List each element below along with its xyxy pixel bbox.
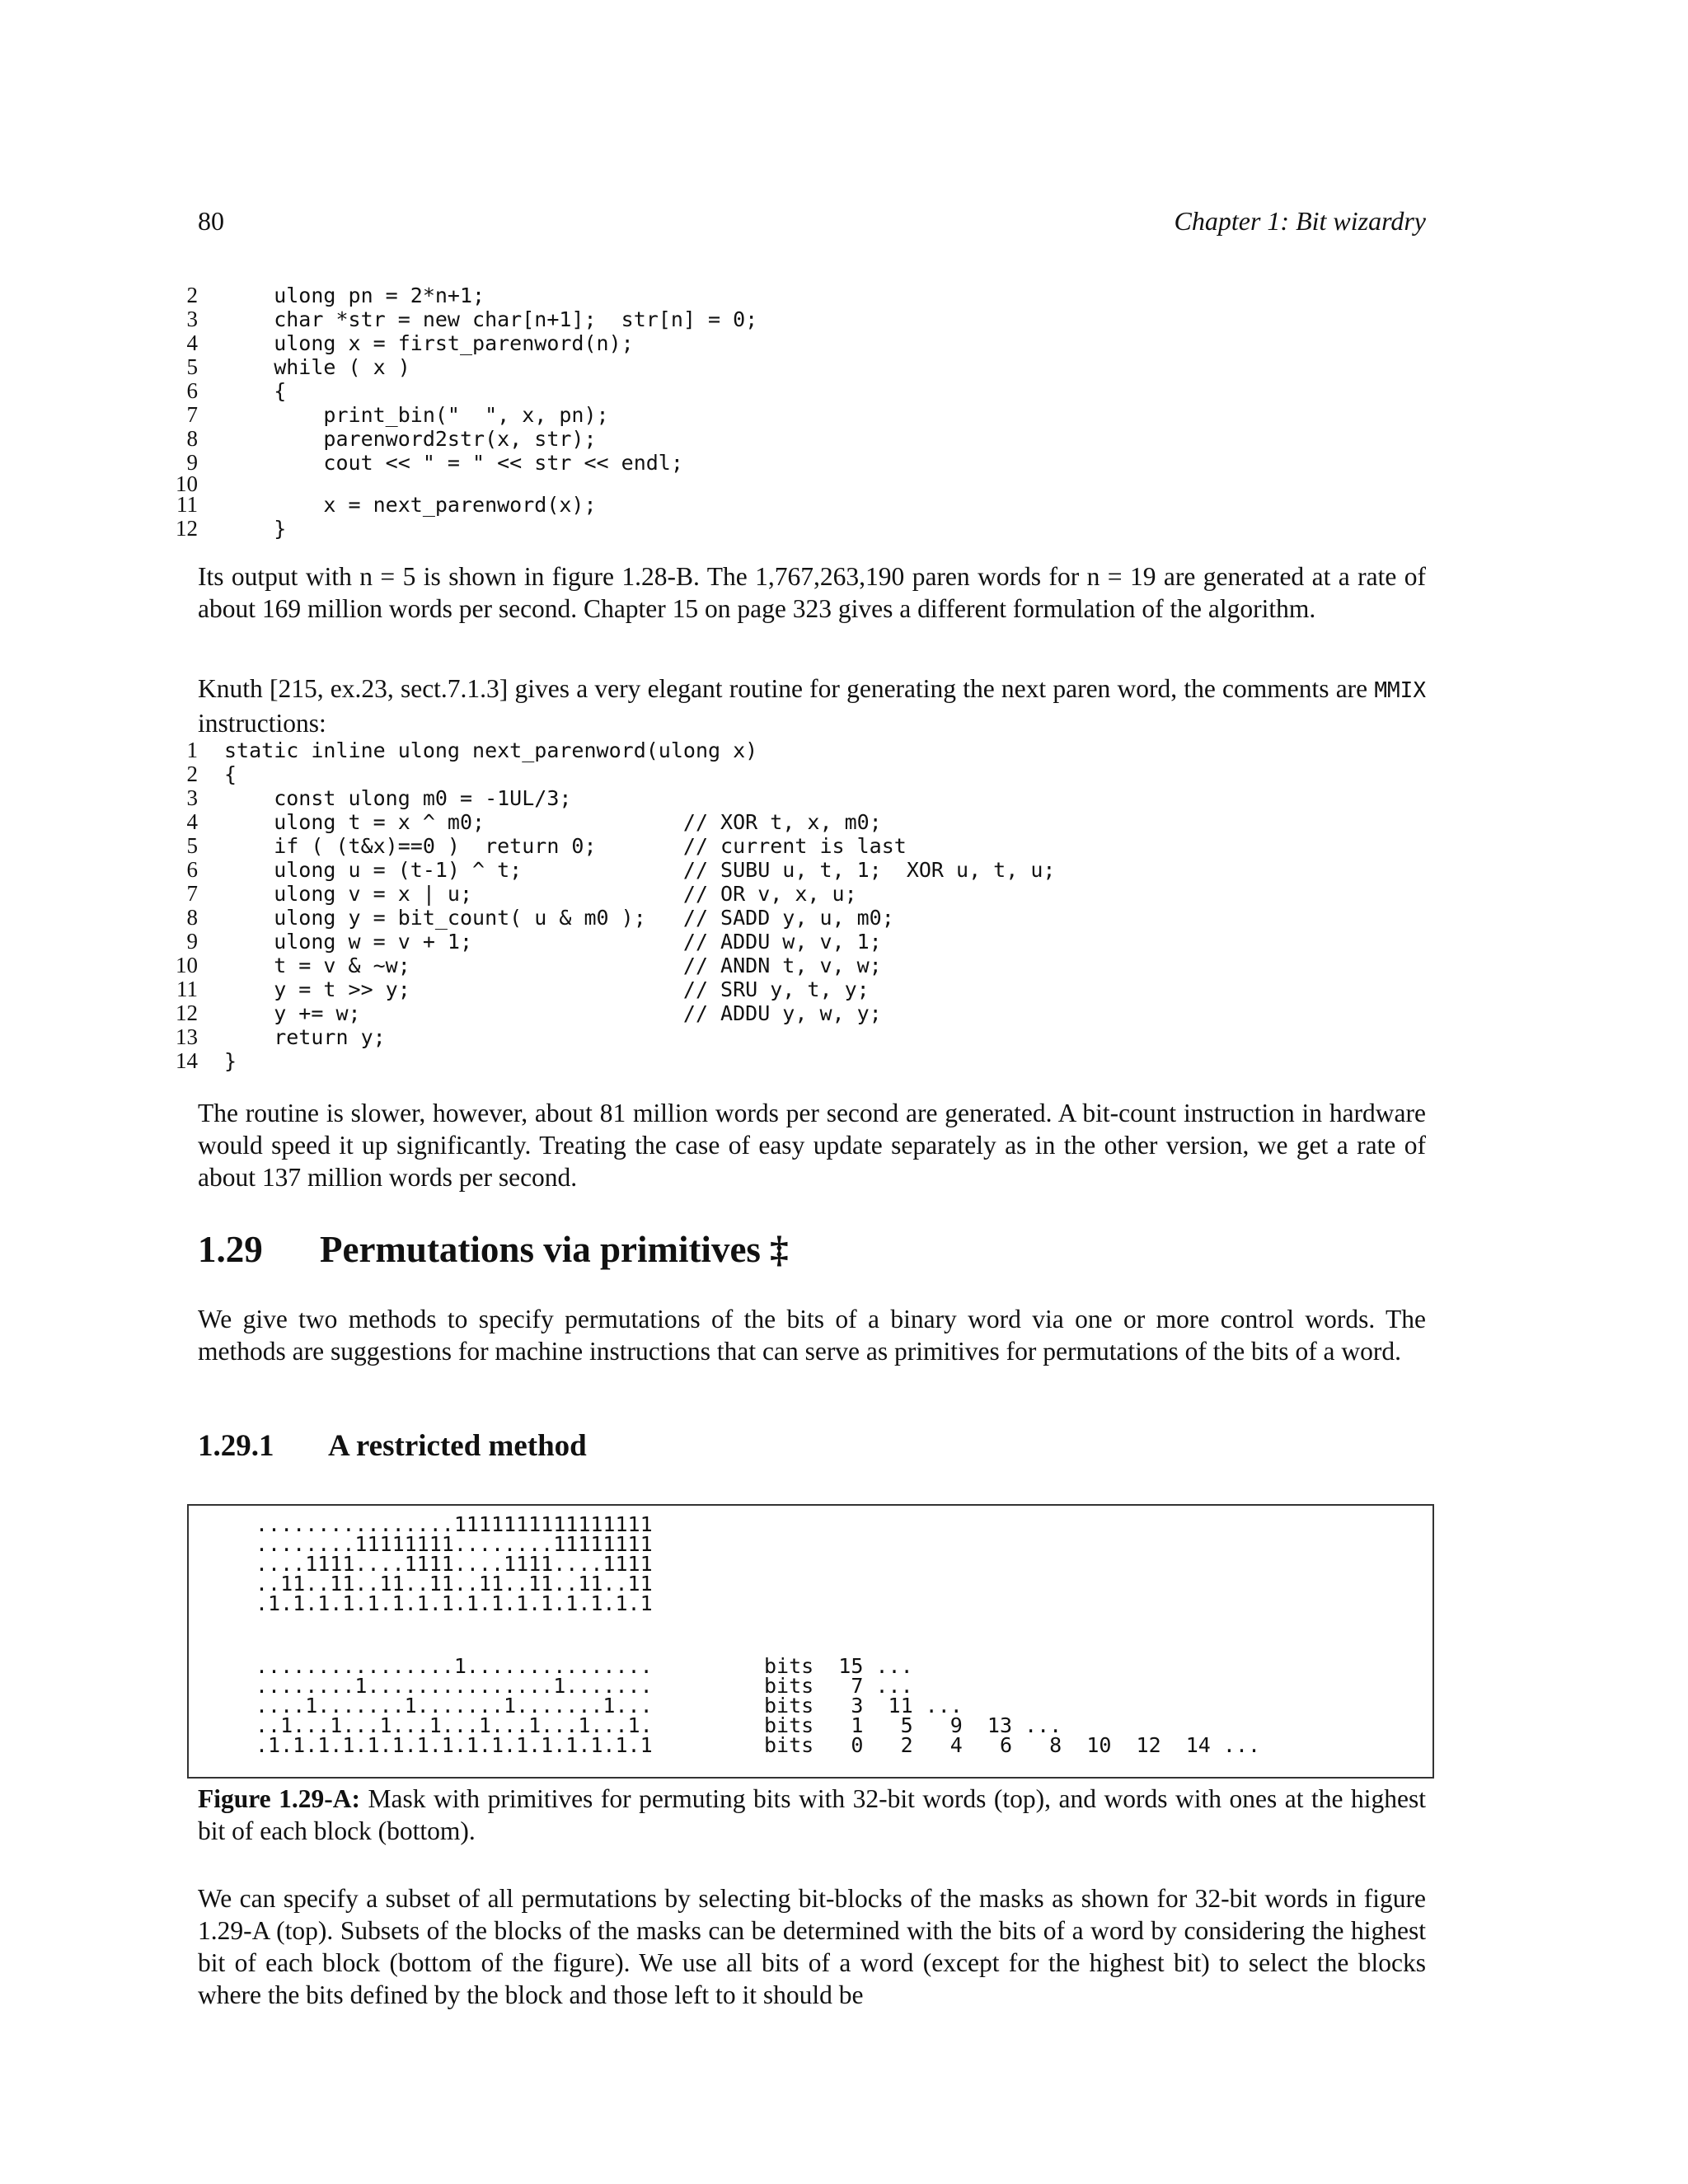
code-line [175,379,1411,403]
line-number: 12 [176,1001,198,1025]
code-text: const ulong m0 = -1UL/3; [224,786,572,810]
mask-row: .1.1.1.1.1.1.1.1.1.1.1.1.1.1.1.1 [256,1591,653,1615]
code-line [175,954,1411,977]
code-line [175,1001,1411,1025]
mask-row: ..11..11..11..11..11..11..11..11 [256,1572,653,1596]
code-text: { [224,762,237,786]
line-number: 11 [176,492,198,517]
section-number: 1.29 [198,1229,263,1270]
bits-label: bits 1 5 9 13 ... [764,1713,1062,1737]
code-line [175,307,1411,331]
line-number: 1 [186,738,198,762]
subsection-heading [198,1428,587,1464]
code-text: y += w; // ADDU y, w, y; [224,1001,882,1025]
line-number: 3 [186,307,198,331]
code-line [175,858,1411,882]
code-text: ulong t = x ^ m0; // XOR t, x, m0; [224,810,882,834]
code-text: if ( (t&x)==0 ) return 0; // current is last [224,834,907,858]
code-line [175,493,1411,517]
code-line [175,762,1411,786]
code-text: ulong w = v + 1; // ADDU w, v, 1; [224,930,882,954]
mask-row: .1.1.1.1.1.1.1.1.1.1.1.1.1.1.1.1 [256,1733,653,1757]
line-number: 9 [186,450,198,475]
code-listing-2 [175,738,1411,1073]
code-text: } [224,1049,237,1073]
code-line [175,977,1411,1001]
code-line [175,451,1411,475]
paragraph-knuth [198,673,1426,739]
code-text: t = v & ~w; // ANDN t, v, w; [224,954,882,977]
code-line [175,403,1411,427]
code-line [175,284,1411,307]
code-line [175,834,1411,858]
code-line [175,738,1411,762]
mask-row: ........11111111........11111111 [256,1532,653,1556]
caption-label: Figure 1.29-A: [198,1784,361,1813]
paragraph-intro: We give two methods to specify permutations of the bits of a binary word via one or more control words. The methods are suggestions for machine instructions that can serve as primitives for permutations of the bits of a word. [198,1305,1426,1366]
code-text: ulong pn = 2*n+1; [224,284,485,307]
code-text: cout << " = " << str << endl; [224,451,683,475]
code-text: while ( x ) [224,355,410,379]
bits-label: bits 7 ... [764,1674,913,1698]
bits-label: bits 3 11 ... [764,1694,963,1718]
line-number: 11 [176,977,198,1001]
code-text: char *str = new char[n+1]; str[n] = 0; [224,307,758,331]
code-line [175,517,1411,541]
figure-caption [198,1783,1426,1847]
line-number: 3 [186,785,198,810]
line-number: 2 [186,762,198,786]
subsection-title: A restricted method [328,1429,587,1463]
code-line [175,786,1411,810]
code-line [175,882,1411,906]
section-title: Permutations via primitives ‡ [320,1229,789,1270]
bits-label: bits 15 ... [764,1654,913,1678]
paragraph-routine-speed: The routine is slower, however, about 81 million words per second are generated. A bit-count instruction in hardware would speed it up significantly. Treating the case of easy update separately as in the other version, we get a rate of about 137 million words per second. [198,1099,1426,1192]
code-text: x = next_parenword(x); [224,493,597,517]
mask-row: ................1111111111111111 [256,1512,653,1536]
line-number: 4 [186,330,198,355]
caption-text: Mask with primitives for permuting bits with 32-bit words (top), and words with ones at the highest bit of each block (bottom). [198,1784,1426,1845]
code-text: } [224,517,287,541]
line-number: 10 [176,953,198,977]
paragraph-text: instructions: [198,709,326,738]
line-number: 5 [186,833,198,858]
mask-row: ....1111....1111....1111....1111 [256,1552,653,1576]
code-text: static inline ulong next_parenword(ulong x) [224,738,758,762]
line-number: 8 [186,905,198,930]
line-number: 14 [176,1048,198,1073]
line-number: 6 [186,857,198,882]
code-text: ulong x = first_parenword(n); [224,331,634,355]
running-head: Chapter 1: Bit wizardry [1174,206,1426,236]
code-text: ulong y = bit_count( u & m0 ); // SADD y, u, m0; [224,906,894,930]
line-number: 9 [186,929,198,954]
code-line [175,331,1411,355]
code-line [175,930,1411,954]
code-text: return y; [224,1025,386,1049]
section-heading [198,1228,789,1271]
line-number: 10 [176,471,198,496]
code-line [175,427,1411,451]
code-text: ulong v = x | u; // OR v, x, u; [224,882,857,906]
subsection-number: 1.29.1 [198,1429,274,1463]
code-text: y = t >> y; // SRU y, t, y; [224,977,870,1001]
mono-text: MMIX [1374,678,1426,703]
line-number: 5 [186,354,198,379]
line-number: 7 [186,402,198,427]
line-number: 7 [186,881,198,906]
bits-label: bits 0 2 4 6 8 10 12 14 ... [764,1733,1261,1757]
mask-row: ................1............... [256,1654,653,1678]
line-number: 2 [186,283,198,307]
code-line [175,810,1411,834]
code-text: { [224,379,287,403]
line-number: 13 [176,1024,198,1049]
page-number: 80 [198,206,224,236]
code-listing-1 [175,284,1411,541]
code-text: ulong u = (t-1) ^ t; // SUBU u, t, 1; XOR u, t, u; [224,858,1056,882]
mask-row: ........1...............1....... [256,1674,653,1698]
mask-row: ....1.......1.......1.......1... [256,1694,653,1718]
paragraph-text: Knuth [215, ex.23, sect.7.1.3] gives a very elegant routine for generating the next paren word, the comments are [198,674,1375,703]
code-line [175,1049,1411,1073]
paragraph-subset: We can specify a subset of all permutations by selecting bit-blocks of the masks as shown for 32-bit words in figure 1.29-A (top). Subsets of the blocks of the masks can be determined with the bits of a word by considering the highest bit of each block (bottom of the figure). We use all bits of a word (except for the highest bit) to select the blocks where the bits defined by the block and those left to it should be [198,1884,1426,2009]
code-text: parenword2str(x, str); [224,427,597,451]
line-number: 8 [186,426,198,451]
line-number: 4 [186,809,198,834]
code-text: print_bin(" ", x, pn); [224,403,609,427]
line-number: 6 [186,378,198,403]
mask-row: ..1...1...1...1...1...1...1...1. [256,1713,653,1737]
code-line [175,471,1411,496]
code-line [175,1025,1411,1049]
code-line [175,906,1411,930]
paragraph-output: Its output with n = 5 is shown in figure 1.28-B. The 1,767,263,190 paren words for n = 19 are generated at a rate of about 169 million words per second. Chapter 15 on page 323 gives a different formulation of the algorithm. [198,562,1426,623]
code-line [175,355,1411,379]
line-number: 12 [176,516,198,541]
